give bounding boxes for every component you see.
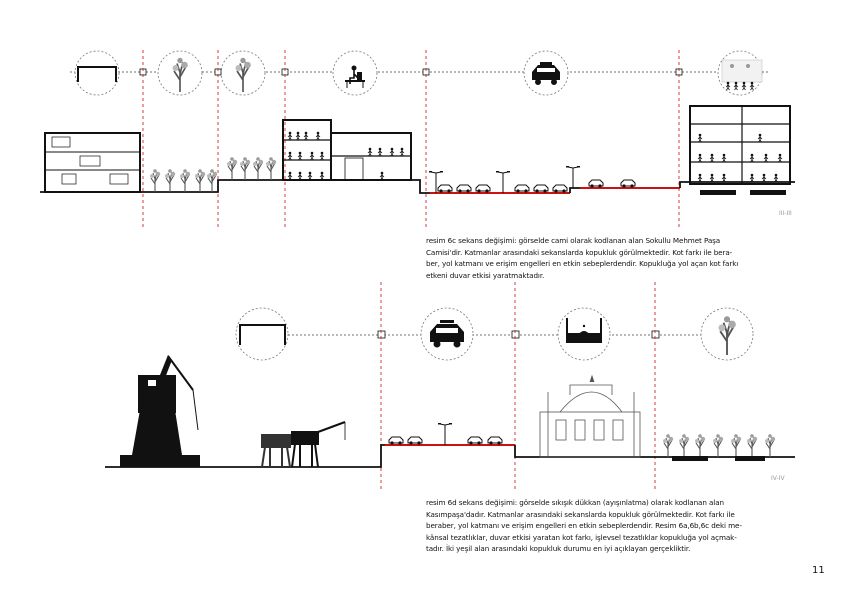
mosque-section <box>540 376 640 457</box>
icon-circle-frame <box>75 51 119 95</box>
divider-lines-bottom <box>381 282 655 492</box>
caption-bottom-line: Kasımpaşa'dadır. Katmanlar arasındaki sekanslarda kopukluk görülmektedir. Kot farkı ile <box>426 509 735 519</box>
icon-circle-mosque <box>558 308 610 360</box>
building-right-people <box>698 134 782 182</box>
icon-circle-tree-2 <box>221 51 265 95</box>
caption-bottom-line: kânsal tezatlıklar, duvar etkisi yaratan kot farkı, işlevsel tezatlıklar kopukluğa yol açmak- <box>426 532 737 542</box>
caption-top-line: Camisi'dir. Katmanlar arasındaki sekanslarda kopukluk görülmektedir. Kot farkı ile bera- <box>426 247 733 257</box>
icon-circle-tree-bottom <box>701 308 753 360</box>
caption-top-line: resim 6c sekans değişimi: görselde cami olarak kodlanan alan Sokullu Mehmet Paşa <box>426 236 721 245</box>
icon-circle-car <box>524 51 568 95</box>
tree-row-top <box>150 157 276 192</box>
icon-circle-frame-bottom <box>236 308 288 360</box>
crane-small-2 <box>292 422 345 467</box>
caption-top <box>426 235 786 281</box>
caption-bottom-line: beraber, yol katmanı ve erişim engelleri en etkin sebeplerdendir. Resim 6a,6b,6c deki me- <box>426 521 742 530</box>
caption-bottom <box>426 497 786 555</box>
section-top <box>40 50 795 228</box>
building-right-top <box>690 106 790 184</box>
icon-circle-shop <box>718 51 762 95</box>
tree-row-bottom <box>663 434 775 457</box>
basement-blocks-top <box>700 190 786 195</box>
icon-circle-car-bottom <box>421 308 473 360</box>
section-label-top: III-III <box>779 210 792 217</box>
icon-circle-desk <box>333 51 377 95</box>
section-label-bottom: IV-IV <box>771 475 785 482</box>
caption-bottom-line: resim 6d sekans değişimi: görselde sıkışık dükkan (ayışınlatma) olarak kodlanan alan <box>426 498 724 507</box>
section-bottom <box>105 282 795 492</box>
caption-bottom-line: tadır. İki yeşil alan arasındaki kopukluk durumu en iyi açıklayan gerçekliktir. <box>426 544 691 553</box>
page-number: 11 <box>812 565 825 576</box>
icon-circle-tree-1 <box>158 51 202 95</box>
caption-top-line: etkeni duvar etkisi yaratmaktadır. <box>426 270 545 280</box>
street-elements-bottom <box>389 423 502 445</box>
crane-large <box>120 355 200 467</box>
caption-top-line: ber, yol katmanı ve erişim engelleri en etkin sebeplerdendir. Kopukluğa yol açan kot farkı <box>426 259 739 268</box>
building-left-top <box>45 133 140 192</box>
